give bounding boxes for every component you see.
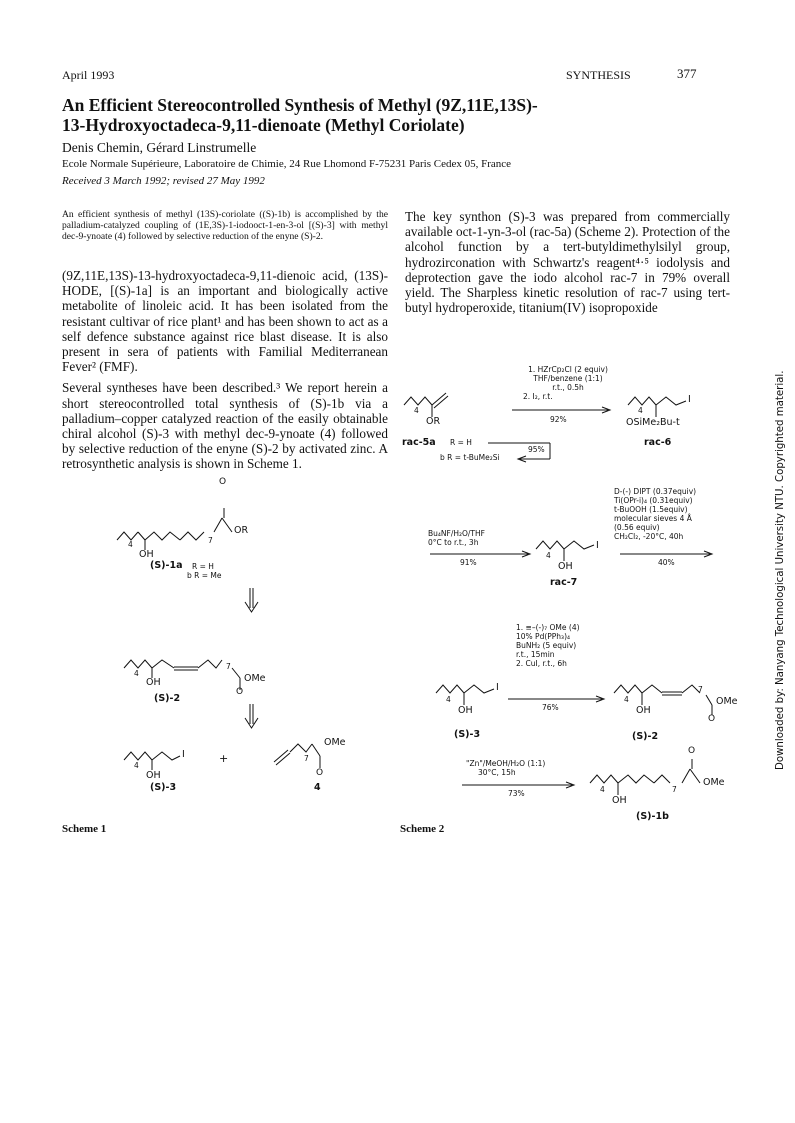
yield-3: 40% bbox=[658, 558, 675, 567]
r1-line-4: 2. I₂, r.t. bbox=[523, 392, 553, 401]
s2-n4: 4 bbox=[134, 669, 139, 678]
s1b-o: O bbox=[688, 746, 696, 756]
journal-name: SYNTHESIS bbox=[566, 68, 631, 82]
s1b-ome: OMe bbox=[703, 777, 725, 788]
r3-line-1: D-(-) DIPT (0.37equiv) bbox=[614, 487, 697, 496]
s1-n7: 7 bbox=[208, 536, 213, 545]
authors: Denis Chemin, Gérard Linstrumelle bbox=[62, 140, 257, 155]
s2-oh: OH bbox=[636, 705, 651, 716]
scheme-2-structures bbox=[400, 365, 770, 825]
rac7-i: I bbox=[596, 540, 599, 551]
r1-line-1: 1. HZrCp₂Cl (2 equiv) bbox=[528, 365, 608, 374]
download-side-note bbox=[773, 370, 793, 770]
s1b-oh: OH bbox=[612, 795, 627, 806]
rac6-i: I bbox=[688, 394, 691, 405]
s1-label: (S)-1a bbox=[150, 560, 183, 571]
s3-label: (S)-3 bbox=[150, 782, 177, 793]
r2-line-2: 0°C to r.t., 3h bbox=[428, 538, 479, 547]
s2-label: (S)-2 bbox=[632, 731, 659, 742]
s1b-n7: 7 bbox=[672, 785, 677, 794]
r3-line-4: molecular sieves 4 Å bbox=[614, 514, 692, 523]
r3-line-2: Ti(OPr-i)₄ (0.31equiv) bbox=[614, 496, 693, 505]
r4-line-1: 1. ≡–(-)₇ OMe (4) bbox=[516, 623, 580, 632]
rac5a-label: rac-5a bbox=[402, 437, 436, 448]
rac6-label: rac-6 bbox=[644, 437, 672, 448]
r1-line-3: r.t., 0.5h bbox=[552, 383, 584, 392]
s2-o: O bbox=[236, 687, 244, 697]
header-date: April 1993 bbox=[62, 68, 115, 82]
reaction-3-conditions bbox=[614, 487, 696, 541]
side-note-text: Downloaded by: Nanyang Technological University NTU. Copyrighted material. bbox=[775, 370, 786, 770]
affiliation: Ecole Normale Supérieure, Laboratoire de Chimie, 24 Rue Lhomond F-75231 Paris Cedex 05, France bbox=[62, 158, 512, 170]
rac6-n4: 4 bbox=[638, 406, 643, 415]
rac7-label: rac-7 bbox=[550, 577, 578, 588]
s2-n4: 4 bbox=[624, 695, 629, 704]
yield-2: 91% bbox=[460, 558, 477, 567]
s2-o: O bbox=[708, 714, 716, 724]
r5-line-1: "Zn"/MeOH/H₂O (1:1) bbox=[466, 759, 546, 768]
r4-line-5: 2. CuI, r.t., 6h bbox=[516, 659, 567, 668]
c4-o: O bbox=[316, 768, 324, 778]
s2-n7: 7 bbox=[226, 662, 231, 671]
s1-r-h: R = H bbox=[192, 562, 214, 571]
r4-line-2: 10% Pd(PPh₃)₄ bbox=[516, 632, 571, 641]
abstract: An efficient synthesis of methyl (13S)-coriolate ((S)-1b) is accomplished by the palladium-catalyzed coupling of (1E,3S)-1-iodooct-1-en-3-ol [(S)-3] with methyl dec-9-ynoate (4) followed by selective reduction of the enyne (S)-2. bbox=[62, 209, 388, 243]
scheme-1 bbox=[62, 477, 392, 810]
s3-n4: 4 bbox=[446, 695, 451, 704]
r3-line-5: (0.56 equiv) bbox=[614, 523, 660, 532]
s2-oh: OH bbox=[146, 677, 161, 688]
rac5a-r: R = H bbox=[450, 438, 472, 447]
r4-line-3: BuNH₂ (5 equiv) bbox=[516, 641, 577, 650]
page-number: 377 bbox=[677, 66, 697, 81]
article-title bbox=[62, 95, 662, 135]
scheme-2-caption: Scheme 2 bbox=[400, 823, 445, 835]
title-line-2: 13-Hydroxyoctadeca-9,11-dienoate (Methyl Coriolate) bbox=[62, 115, 465, 135]
rac5-or: OR bbox=[426, 416, 441, 427]
s3-i: I bbox=[182, 749, 185, 760]
s1b-n4: 4 bbox=[600, 785, 605, 794]
received-dates: Received 3 March 1992; revised 27 May 1992 bbox=[62, 175, 265, 187]
yield-5: 73% bbox=[508, 789, 525, 798]
right-paragraph: The key synthon (S)-3 was prepared from commercially available oct-1-yn-3-ol (rac-5a) (Scheme 2). Protection of the alcohol function by a tert-butyldimethylsilyl group, hydrozirconation with Schwartz's reagent⁴·⁵ iodolysis and deprotection gave the iodo alcohol rac-7 in 79% overall yield. The Sharpless kinetic resolution of rac-7 using tert-butyl hydroperoxide, titanium(IV) isopropoxide bbox=[405, 209, 730, 316]
c4-label: 4 bbox=[314, 782, 321, 793]
s1b-label: (S)-1b bbox=[636, 811, 669, 822]
r3-line-3: t-BuOOH (1.5equiv) bbox=[614, 505, 688, 514]
rac7-oh: OH bbox=[558, 561, 573, 572]
r1-line-2: THF/benzene (1:1) bbox=[533, 374, 603, 383]
reaction-2-conditions bbox=[428, 529, 485, 547]
s2-n7: 7 bbox=[698, 685, 703, 694]
s3-i: I bbox=[496, 682, 499, 693]
c4-ome: OMe bbox=[324, 737, 346, 748]
s1-oh: OH bbox=[139, 549, 154, 560]
rac6-otbs: OSiMe₂Bu-t bbox=[626, 417, 680, 428]
r3-line-6: CH₂Cl₂, -20°C, 40h bbox=[614, 532, 684, 541]
left-paragraph-1: (9Z,11E,13S)-13-hydroxyoctadeca-9,11-dienoic acid, (13S)-HODE, [(S)-1a] is an important and biologically active metabolite of linoleic acid. It has been isolated from the resistant cultivar of rice plant¹ and has been shown to act as a self defence substance against rice blast disease. It is also present in sera of patients with Familial Mediterranean Fever² (FMF). bbox=[62, 268, 388, 375]
reaction-5-conditions bbox=[466, 759, 545, 777]
left-column bbox=[62, 268, 388, 478]
s1-carbonyl-o: O bbox=[219, 477, 227, 487]
s3-oh: OH bbox=[146, 770, 161, 781]
r2-line-1: Bu₄NF/H₂O/THF bbox=[428, 529, 485, 538]
reaction-4-conditions bbox=[516, 623, 580, 668]
yield-protection: 95% bbox=[528, 445, 545, 454]
s1-or: OR bbox=[234, 525, 249, 536]
r4-line-4: r.t., 15min bbox=[516, 650, 555, 659]
s2-ome: OMe bbox=[716, 696, 738, 707]
plus-sign: + bbox=[219, 752, 229, 765]
right-column bbox=[405, 209, 730, 321]
s1-n4: 4 bbox=[128, 540, 133, 549]
rac5b-r: b R = t-BuMe₂Si bbox=[440, 453, 500, 462]
s3-label: (S)-3 bbox=[454, 729, 481, 740]
s3-oh: OH bbox=[458, 705, 473, 716]
r5-line-2: 30°C, 15h bbox=[478, 768, 516, 777]
rac7-n4: 4 bbox=[546, 551, 551, 560]
s3-n4: 4 bbox=[134, 761, 139, 770]
yield-4: 76% bbox=[542, 703, 559, 712]
scheme-2 bbox=[400, 365, 770, 825]
rac5-n4: 4 bbox=[414, 406, 419, 415]
s1-pentyl-chain bbox=[117, 532, 138, 540]
s2-label: (S)-2 bbox=[154, 693, 181, 704]
reaction-1-conditions bbox=[513, 365, 623, 401]
left-paragraph-2: Several syntheses have been described.³ We report herein a short stereocontrolled total synthesis of (S)-1b via a palladium–copper catalyzed reaction of the easily obtainable chiral alcohol (S)-3 with methyl dec-9-ynoate (4) followed by selective reduction of the enyne (S)-2 by activated zinc. A retrosynthetic analysis is shown in Scheme 1. bbox=[62, 380, 388, 472]
c4-n7: 7 bbox=[304, 754, 309, 763]
title-line-1: An Efficient Stereocontrolled Synthesis of Methyl (9Z,11E,13S)- bbox=[62, 95, 538, 115]
s1-r-me: b R = Me bbox=[187, 571, 222, 580]
yield-1: 92% bbox=[550, 415, 567, 424]
scheme-1-caption: Scheme 1 bbox=[62, 823, 107, 835]
s2-ome: OMe bbox=[244, 673, 266, 684]
